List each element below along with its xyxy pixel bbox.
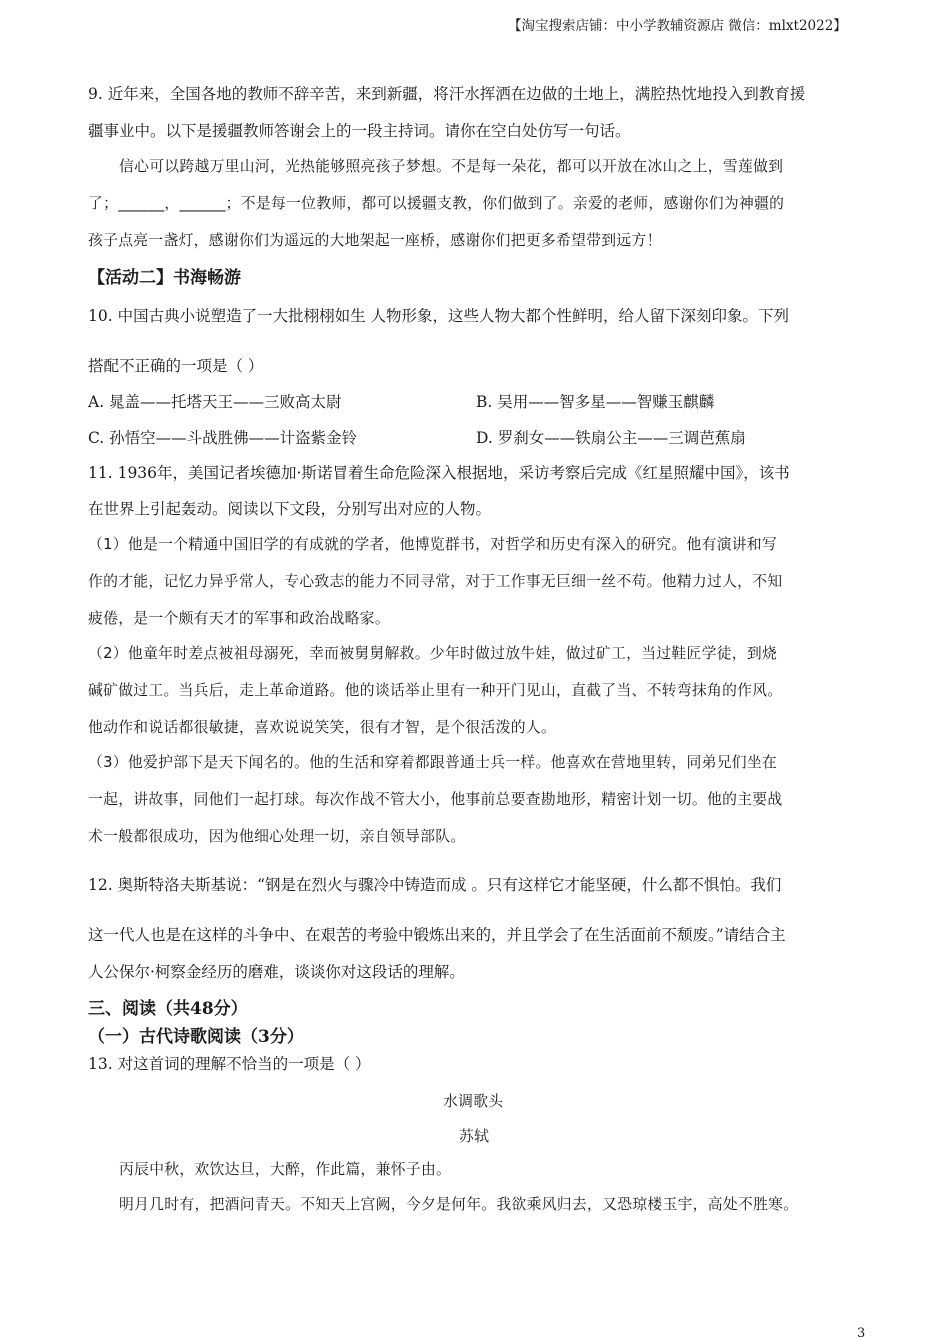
poem-title: 水调歌头: [443, 1093, 504, 1110]
q10-line1: 10. 中国古典小说塑造了一大批栩栩如生 人物形象，这些人物大都个性鲜明，给人留下深刻印象。下列: [88, 307, 790, 325]
q11-para3-line2: 一起，讲故事，同他们一起打球。每次作战不管大小，他事前总要查勘地形，精密计划一切。他的主要战: [88, 791, 783, 808]
activity2-title: 【活动二】书海畅游: [88, 268, 241, 288]
q10-line2: 搭配不正确的一项是（ ）: [88, 357, 264, 375]
q10-option-c: C. 孙悟空——斗战胜佛——计盗紫金铃: [88, 429, 358, 447]
q12-line2: 这一代人也是在这样的斗争中、在艰苦的考验中锻炼出来的，并且学会了在生活面前不颓废。”请结合主: [88, 926, 786, 944]
q10-option-d: D. 罗刹女——铁扇公主——三调芭蕉扇: [476, 429, 746, 447]
q12-line1: 12. 奥斯特洛夫斯基说：“钢是在烈火与骤冷中铸造而成 。只有这样它才能坚硬，什么都不惧怕。我们: [88, 876, 782, 894]
q11-para1-line3: 疲倦，是一个颇有天才的军事和政治战略家。: [88, 610, 390, 627]
q9-line1: 9. 近年来，全国各地的教师不辞辛苦，来到新疆，将汗水挥洒在边做的土地上，满腔热忱地投入到教育援: [88, 85, 806, 103]
q11-para2-line2: 碱矿做过工。当兵后，走上革命道路。他的谈话举止里有一种开门见山，直截了当、不转弯抹角的作风。: [88, 682, 783, 699]
section3-subsection-title: （一）古代诗歌阅读（3分）: [88, 1027, 304, 1047]
q13-line1: 13. 对这首词的理解不恰当的一项是（ ）: [88, 1055, 371, 1073]
q9-line2: 疆事业中。以下是援疆教师答谢会上的一段主持词。请你在空白处仿写一句话。: [88, 122, 631, 140]
poem-author: 苏轼: [459, 1128, 490, 1145]
q11-para2-line1: （2）他童年时差点被祖母溺死，幸而被舅舅解救。少年时做过放牛娃，做过矿工，当过鞋匠学徒，到烧: [88, 645, 778, 662]
q11-para1-line1: （1）他是一个精通中国旧学的有成就的学者，他博览群书，对哲学和历史有深入的研究。他有演讲和写: [88, 536, 778, 553]
q11-para3-line3: 术一般都很成功，因为他细心处理一切，亲自领导部队。: [88, 828, 466, 845]
q9-passage-3: 孩子点亮一盏灯，感谢你们为遥远的大地架起一座桥，感谢你们把更多希望带到远方！: [88, 232, 662, 249]
page-header: 【淘宝搜索店铺：中小学教辅资源店 微信：mlxt2022】: [508, 18, 847, 34]
q11-line1: 11. 1936年，美国记者埃德加·斯诺冒着生命危险深入根据地，采访考察后完成《红星照耀中国》，该书: [88, 464, 790, 482]
q11-para1-line2: 作的才能，记忆力异乎常人，专心致志的能力不同寻常，对于工作事无巨细一丝不苟。他精力过人，不知: [88, 573, 783, 590]
q10-option-b: B. 吴用——智多星——智赚玉麒麟: [476, 393, 715, 411]
poem-preface: 丙辰中秋，欢饮达旦，大醉，作此篇，兼怀子由。: [119, 1161, 452, 1178]
section3-title: 三、阅读（共48分）: [88, 999, 248, 1019]
q10-option-a: A. 晁盖——托塔天王——三败高太尉: [88, 393, 342, 411]
poem-verse-1: 明月几时有，把酒问青天。不知天上宫阙，今夕是何年。我欲乘风归去，又恐琼楼玉宇，高处不胜寒。: [119, 1196, 799, 1213]
q9-passage-1: 信心可以跨越万里山河，光热能够照亮孩子梦想。不是每一朵花，都可以开放在冰山之上，雪莲做到: [119, 158, 784, 175]
q9-passage-2: 了；______，______；不是每一位教师，都可以援疆支教，你们做到了。亲爱的老师，感谢你们为神疆的: [88, 195, 785, 212]
q12-line3: 人公保尔·柯察金经历的磨难，谈谈你对这段话的理解。: [88, 963, 465, 981]
q11-para3-line1: （3）他爱护部下是天下闻名的。他的生活和穿着都跟普通士兵一样。他喜欢在营地里转，同弟兄们坐在: [88, 754, 778, 771]
q11-line2: 在世界上引起轰动。阅读以下文段，分别写出对应的人物。: [88, 500, 492, 518]
page-number: 3: [857, 1326, 866, 1341]
q11-para2-line3: 他动作和说话都很敏捷，喜欢说说笑笑，很有才智，是个很活泼的人。: [88, 719, 557, 736]
